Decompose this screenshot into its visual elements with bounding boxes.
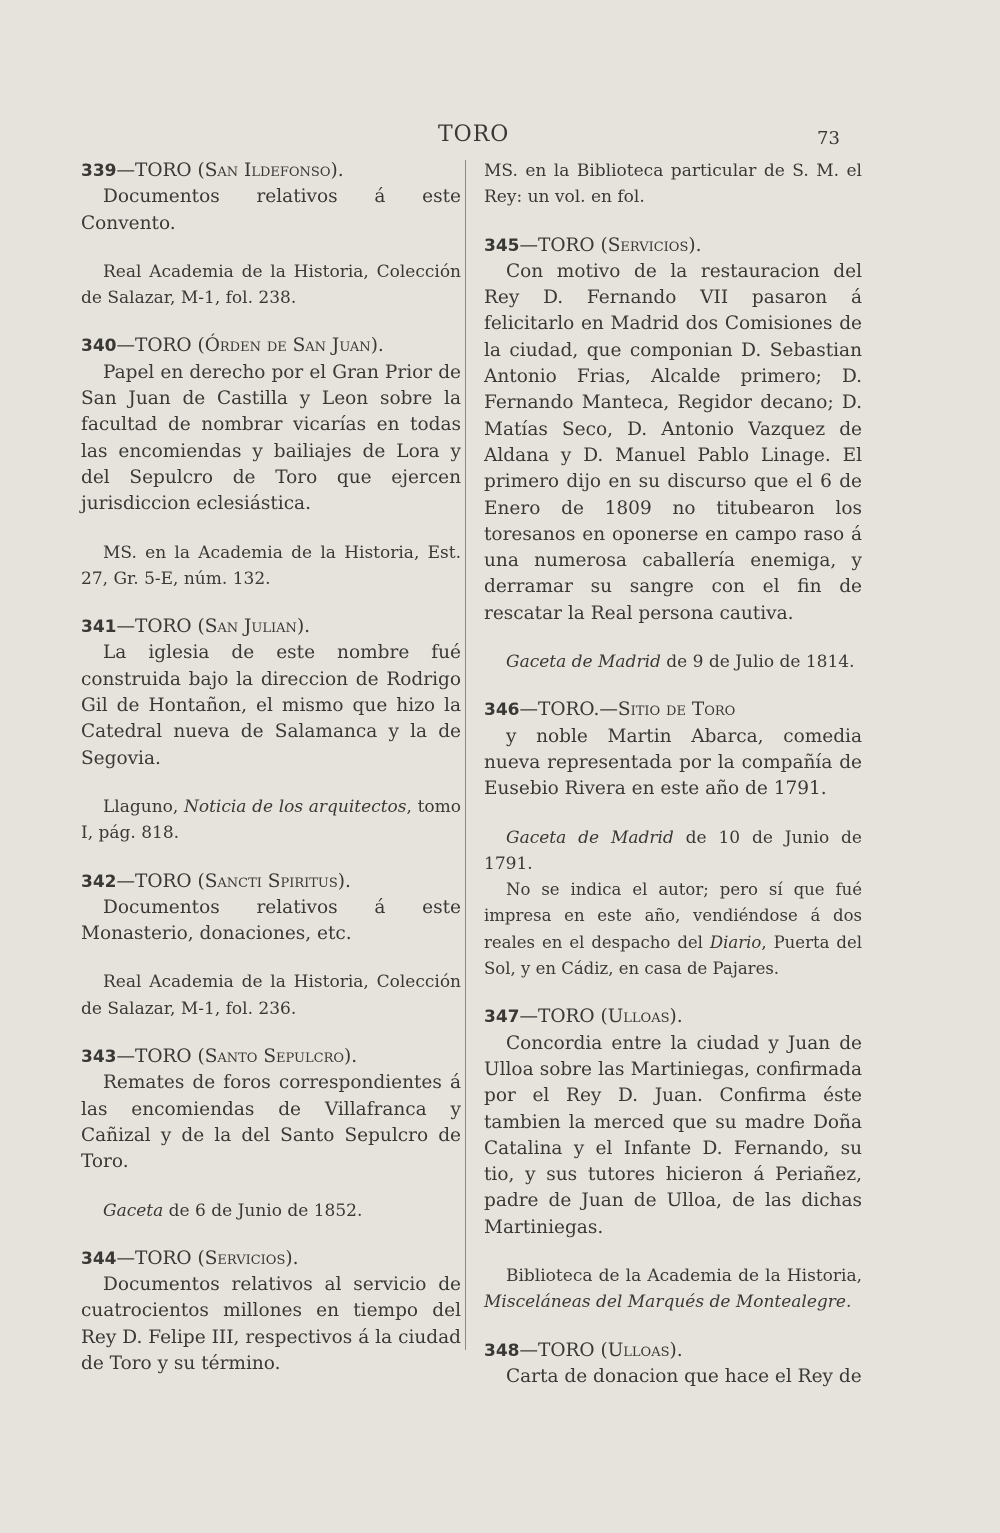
heading-subject: Servicios [204, 1247, 286, 1269]
column-divider [465, 160, 466, 1350]
entry-body: Papel en derecho por el Gran Prior de San Juan de Castilla y Leon sobre la facultad de nombrar vicarías en todas las encomiendas y bailiajes de Lora y del Sepulcro de Toro que ejercen jurisdiccion eclesiástica. [81, 361, 461, 515]
entry-345 [484, 233, 862, 676]
entry-340 [81, 333, 461, 592]
heading-text: —TORO ( [116, 1247, 205, 1269]
heading-text: —TORO ( [116, 335, 205, 357]
entry-source [81, 1198, 461, 1224]
heading-subject: Órden de San Juan [204, 335, 371, 357]
entry-body: Documentos relativos á este Monasterio, donaciones, etc. [81, 896, 461, 945]
source-ref: de 10 de Junio de 1791. [484, 827, 862, 874]
entry-source: Real Academia de la Historia, Colección de Salazar, M-1, fol. 236. [81, 972, 461, 1019]
entry-source: MS. en la Academia de la Historia, Est. 27, Gr. 5-E, núm. 132. [81, 542, 461, 589]
heading-close: ). [330, 160, 344, 181]
heading-subject: Sancti Spiritus [204, 870, 338, 892]
source-title: Gaceta de Madrid [506, 827, 674, 848]
heading-subject: Santo Sepulcro [204, 1046, 345, 1068]
source-library: Biblioteca de la Academia de la Historia, [506, 1265, 862, 1286]
source-title: Misceláneas del Marqués de Montealegre. [484, 1292, 852, 1313]
entry-number: 339 [81, 161, 117, 181]
entry-body: Remates de foros correspondientes á las encomiendas de Villafranca y Cañizal y de la del Santo Sepulcro de Toro. [81, 1072, 461, 1173]
heading-text: —TORO ( [519, 234, 608, 256]
entry-346 [484, 697, 862, 982]
heading-close: ). [337, 870, 351, 892]
heading-close: ). [285, 1247, 299, 1269]
note-title: Diario [709, 932, 762, 952]
entry-341 [81, 614, 461, 846]
heading-text: —TORO ( [116, 1046, 205, 1068]
heading-text: —TORO ( [519, 1006, 608, 1028]
continued-source [484, 158, 862, 211]
note-text: No se indica el autor; pero sí que fué impresa en este año, vendiéndose á dos reales en el despacho del [484, 880, 862, 952]
heading-subject: Ulloas [607, 1339, 670, 1361]
entry-heading [81, 333, 461, 359]
entry-source: Real Academia de la Historia, Colección de Salazar, M-1, fol. 238. [81, 261, 461, 309]
right-column [484, 158, 862, 1412]
entry-source [484, 825, 862, 878]
source-title: Noticia de los arquitectos [183, 796, 407, 817]
entry-body: y noble Martin Abarca, comedia nueva representada por la compañía de Eusebio Rivera en este año de 1791. [484, 725, 862, 800]
entry-body: Carta de donacion que hace el Rey de [506, 1365, 862, 1387]
entry-number: 342 [81, 871, 117, 892]
entry-heading [484, 1004, 862, 1030]
entry-heading [81, 869, 461, 895]
entry-number: 347 [484, 1007, 520, 1028]
entry-heading [81, 1044, 461, 1070]
entry-source [484, 1263, 862, 1316]
heading-close: ). [669, 1339, 683, 1361]
entry-339 [81, 158, 461, 311]
entry-source [484, 649, 862, 675]
entry-body: La iglesia de este nombre fué construida bajo la direccion de Rodrigo Gil de Hontañon, el mismo que hizo la Catedral nueva de Salamanca y la de Segovia. [81, 642, 461, 769]
entry-body: Con motivo de la restauracion del Rey D. Fernando VII pasaron á felicitarlo en Madrid dos Comisiones de la ciudad, que componian D. Sebastian Antonio Frias, Alcalde primero; D. Fernando Manteca, Regidor decano; D. Matías Seco, D. Antonio Vazquez de Aldana y D. Manuel Pablo Linage. El primero dijo en su discurso que el 6 de Enero de 1809 no titubearon los toresanos en oponerse en campo raso á una numerosa caballería enemiga, y derramar su sangre con el fin de rescatar la Real persona cautiva. [484, 260, 862, 624]
heading-text: —TORO ( [116, 870, 205, 892]
note-text-end: , Puerta del Sol, y en Cádiz, en casa de Pajares. [484, 932, 863, 979]
page-number: 73 [817, 128, 840, 149]
entry-343 [81, 1044, 461, 1224]
entry-number: 346 [484, 700, 520, 721]
entry-source: MS. en la Biblioteca particular de S. M. el Rey: un vol. en fol. [484, 161, 862, 208]
source-author: Llaguno, [103, 796, 184, 817]
heading-subject: San Ildefonso [204, 160, 331, 181]
entry-347 [484, 1004, 862, 1315]
entry-body: Concordia entre la ciudad y Juan de Ulloa sobre las Martiniegas, confirmada por el Rey D. Juan. Confirma éste tambien la merced que su madre Doña Catalina y el Infante D. Fernando, su tio, y sus tutores hicieron á Periañez, padre de Juan de Ulloa, de las dichas Martiniegas. [484, 1032, 862, 1238]
entry-344 [81, 1246, 461, 1377]
source-ref: de 6 de Junio de 1852. [163, 1200, 363, 1221]
heading-subject: Ulloas [607, 1006, 670, 1028]
source-ref: de 9 de Julio de 1814. [660, 652, 855, 673]
source-title: Gaceta [103, 1200, 164, 1221]
entry-342 [81, 869, 461, 1022]
source-ref: , tomo I, pág. 818. [81, 796, 461, 844]
heading-text: —TORO.— [519, 699, 618, 721]
entry-heading [484, 233, 862, 259]
entry-heading [81, 614, 461, 640]
entry-heading [81, 158, 461, 184]
entry-heading [484, 697, 862, 723]
heading-text: —TORO ( [519, 1339, 608, 1361]
heading-close: ). [344, 1046, 358, 1068]
running-header: TORO [438, 122, 510, 147]
heading-close: ). [296, 616, 311, 638]
entry-source [81, 794, 461, 847]
entry-number: 341 [81, 617, 117, 638]
entry-number: 345 [484, 235, 520, 256]
heading-text: —TORO ( [116, 160, 205, 181]
heading-subject: Servicios [607, 234, 689, 256]
entry-note [484, 877, 862, 982]
entry-heading [484, 1338, 862, 1364]
heading-close: ). [688, 234, 702, 256]
entry-number: 343 [81, 1047, 117, 1068]
source-title: Gaceta de Madrid [506, 652, 661, 673]
entry-number: 340 [81, 336, 117, 357]
entry-number: 344 [81, 1248, 117, 1269]
entry-heading [81, 1246, 461, 1272]
entry-number: 348 [484, 1340, 520, 1361]
heading-close: ). [669, 1006, 683, 1028]
heading-subject: Sitio de Toro [617, 699, 736, 721]
entry-body: Documentos relativos al servicio de cuatrocientos millones en tiempo del Rey D. Felipe III, respectivos á la ciudad de Toro y su término. [81, 1274, 461, 1374]
heading-close: ). [370, 335, 384, 357]
entry-body: Documentos relativos á este Convento. [81, 186, 461, 234]
left-column [81, 158, 461, 1399]
heading-text: —TORO ( [116, 616, 205, 638]
heading-subject: San Julian [204, 616, 297, 638]
entry-348 [484, 1338, 862, 1391]
